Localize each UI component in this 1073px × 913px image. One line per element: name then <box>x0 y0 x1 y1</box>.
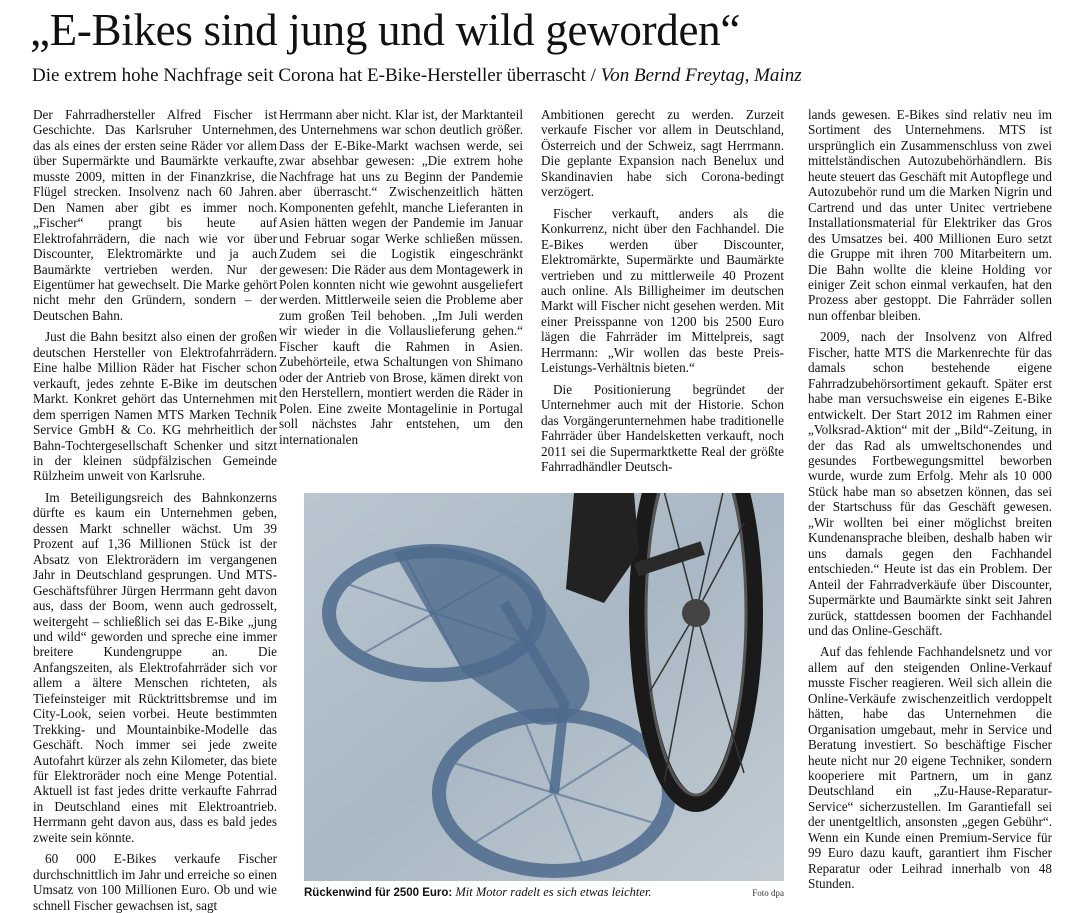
bicycle-shadow-photo <box>304 493 784 881</box>
byline: Von Bernd Freytag, Mainz <box>600 65 802 86</box>
paragraph: Die Positionierung begründet der Unternehmer auch mit der Historie. Schon das Vorgängerunternehmen habe traditionelle Fahrräder über Handelsketten verkauft, noch 2011 sei die Supermarktkette Real der größte Fahrradhändler Deutsch- <box>541 381 784 474</box>
wheel-hub <box>682 599 710 627</box>
paragraph: Auf das fehlende Fachhandelsnetz und vor allem auf den steigenden Online-Verkauf musste Fischer reagieren. Weil sich allein die Online-Verkäufe zwischenzeitlich verdoppelt hätten, habe das Unternehmen die Organisation umgebaut, mehr in Service und Beratung investiert. So beschäftige Fischer heute nicht nur 20 eigene Techniker, sondern kooperiere mit Partnern, um in ganz Deutschland ein „Zu-Hause-Reparatur-Service“ sicherzustellen. Im Garantiefall sei der unentgeltlich, ansonsten „gegen Gebühr“. Wenn ein Kunde einen Premium-Service für 99 Euro dazu kauft, garantiert ihm Fischer Reparatur oder Leihrad innerhalb von 48 Stunden. <box>808 644 1052 892</box>
paragraph: Ambitionen gerecht zu werden. Zurzeit verkaufe Fischer vor allem in Deutschland, Österreich und der Schweiz, sagt Herrmann. Die geplante Expansion nach Benelux und Skandinavien habe sich Corona-bedingt verzögert. <box>541 107 784 200</box>
paragraph: Fischer verkauft, anders als die Konkurrenz, nicht über den Fachhandel. Die E-Bikes werden über Discounter, Elektromärkte, Supermärkte und Baumärkte vertrieben und zu mittlerweile 40 Prozent auch online. Als Billigheimer im deutschen Markt will Fischer nicht gesehen werden. Mit einer Preisspanne von 1200 bis 2500 Euro lägen die Fahrräder im Mittelpreis, sagt Herrmann: „Wir wollen das beste Preis-Leistungs-Verhältnis bieten.“ <box>541 205 784 376</box>
paragraph: lands gewesen. E-Bikes sind relativ neu im Sortiment des Unternehmens. MTS ist ursprünglich ein Zusammenschluss von zwei mittelständischen Autozubehörhändlern. Bis heute steuert das Geschäft mit Autopflege und Autozubehör rund um die Marken Nigrin und Cartrend und das unter Unitec vertriebene Installationsmaterial für Elektriker das Gros des Umsatzes bei. 400 Millionen Euro setzt die Gruppe mit ihren 700 Mitarbeitern um. Die Bahn wollte die kleine Holding vor einiger Zeit schon einmal verkaufen, hat den Prozess aber gestoppt. Die Fahrräder sollen nun offenbar bleiben. <box>808 107 1052 323</box>
photo-credit: Foto dpa <box>752 888 784 898</box>
text-column-1 <box>33 107 277 913</box>
text-column-2 <box>279 107 523 477</box>
caption-text: Mit Motor radelt es sich etwas leichter. <box>455 885 652 899</box>
article-subheadline <box>32 63 1062 89</box>
text-column-3 <box>541 107 784 477</box>
caption-lead: Rückenwind für 2500 Euro: <box>304 887 453 899</box>
article-headline: „E-Bikes sind jung und wild geworden“ <box>30 5 741 55</box>
paragraph: Der Fahrradhersteller Alfred Fischer ist Geschichte. Das Karlsruher Unternehmen, das als eines der ersten seine Räder vor allem über Supermärkte und Baumärkte verkaufte, musste 2009, mitten in der Finanzkrise, die Flügel strecken. Insolvenz nach 60 Jahren. Den Namen aber gibt es immer noch. „Fischer“ prangt bis heute auf Elektrofahrrädern, die nach wie vor über Discounter, Elektromärkte und ja auch Baumärkte vertrieben werden. Nur der Eigentümer hat gewechselt. Die Marke gehört nicht mehr den Gründern, sondern – der Deutschen Bahn. <box>33 107 277 323</box>
photo-caption <box>304 885 784 900</box>
text-column-4 <box>808 107 1052 892</box>
paragraph: Herrmann aber nicht. Klar ist, der Marktanteil des Unternehmens war schon deutlich größer. Dass der E-Bike-Markt wachsen werde, sei zwar absehbar gewesen: „Die extrem hohe Nachfrage hat uns zu Beginn der Pandemie aber überrascht.“ Zwischenzeitlich hätten Komponenten gefehlt, manche Lieferanten in Asien hätten wegen der Pandemie im Januar und Februar sogar Werke schließen müssen. Zudem sei die Logistik eingeschränkt gewesen: Die Räder aus dem Montagewerk in Polen konnten nicht wie gewohnt ausgeliefert werden. Mittlerweile seien die Probleme aber zum großen Teil behoben. „Im Juli werden wir wieder in die Vollauslieferung gehen.“ Fischer kauft die Rahmen in Asien. Zubehörteile, etwa Schaltungen von Shimano oder der Antrieb von Brose, kämen direkt von den Herstellern, montiert werden die Räder in Polen. Eine zweite Montagelinie in Portugal soll nächstes Jahr entstehen, um den internationalen <box>279 107 523 447</box>
paragraph: 2009, nach der Insolvenz von Alfred Fischer, hatte MTS die Markenrechte für das damals schon bestehende eigene Fahrradzubehörsortiment gekauft. Später erst habe man versuchsweise ein eigenes E-Bike entwickelt. Der Start 2012 im Rahmen einer „Volksrad-Aktion“ mit der „Bild“-Zeitung, in der das Rad als umweltschonendes und gesundes Fortbewegungsmittel beworben wurde, wurde zum Erfolg. Mehr als 10 000 Stück habe man so absetzen können, das sei der Startschuss für das Geschäft gewesen. „Wir wollten bei einer möglichst breiten Kundenansprache bleiben, deshalb haben wir uns damals gegen den Fachhandel entschieden.“ Heute ist das ein Problem. Der Anteil der Fahrradverkäufe über Discounter, Supermärkte und Baumärkte sinkt seit Jahren zurück, stattdessen boomen der Fachhandel und das Online-Geschäft. <box>808 329 1052 638</box>
article-photo <box>304 493 784 881</box>
paragraph: 60 000 E-Bikes verkaufe Fischer durchschnittlich im Jahr und erreiche so einen Umsatz von 100 Millionen Euro. Ob und wie schnell Fischer gewachsen ist, sagt <box>33 851 277 913</box>
subheadline-text: Die extrem hohe Nachfrage seit Corona hat E-Bike-Hersteller überrascht / <box>32 65 596 86</box>
paragraph: Im Beteiligungsreich des Bahnkonzerns dürfte es kaum ein Unternehmen geben, dessen Markt schneller wächst. Um 39 Prozent auf 1,36 Millionen Stück ist der Absatz von Elektrorädern im vergangenen Jahr in Deutschland gesprungen. Und MTS-Geschäftsführer Jürgen Herrmann geht davon aus, dass der Boom, wenn auch gedrosselt, weitergeht – schließlich sei das E-Bike „jung und wild“ geworden und spreche eine immer breitere Kundengruppe an. Die Anfangszeiten, als Elektrofahrräder sich vor allem a ältere Menschen richteten, als Tiefeinsteiger mit Rücktrittsbremse und im City-Look, seien vorbei. Heute bestimmten Trekking- und Mountainbike-Modelle das Geschäft. Noch immer sei jede zweite Autofahrt kürzer als zehn Kilometer, das biete für Elektroräder noch eine Menge Potential. Aktuell ist fast jedes dritte verkaufte Fahrrad in Deutschland eines mit Elektroantrieb. Herrmann geht davon aus, dass es bald jedes zweite sein könnte. <box>33 489 277 845</box>
paragraph: Just die Bahn besitzt also einen der großen deutschen Hersteller von Elektrofahrrädern. Eine halbe Million Räder hat Fischer schon verkauft, jedes zehnte E-Bike im deutschen Markt. Konkret gehört das Unternehmen mit dem sperrigen Namen MTS Marken Technik Service GmbH & Co. KG mehrheitlich der Bahn-Tochtergesellschaft Schenker und sitzt in der kleinen südpfälzischen Gemeinde Rülzheim unweit von Karlsruhe. <box>33 329 277 484</box>
